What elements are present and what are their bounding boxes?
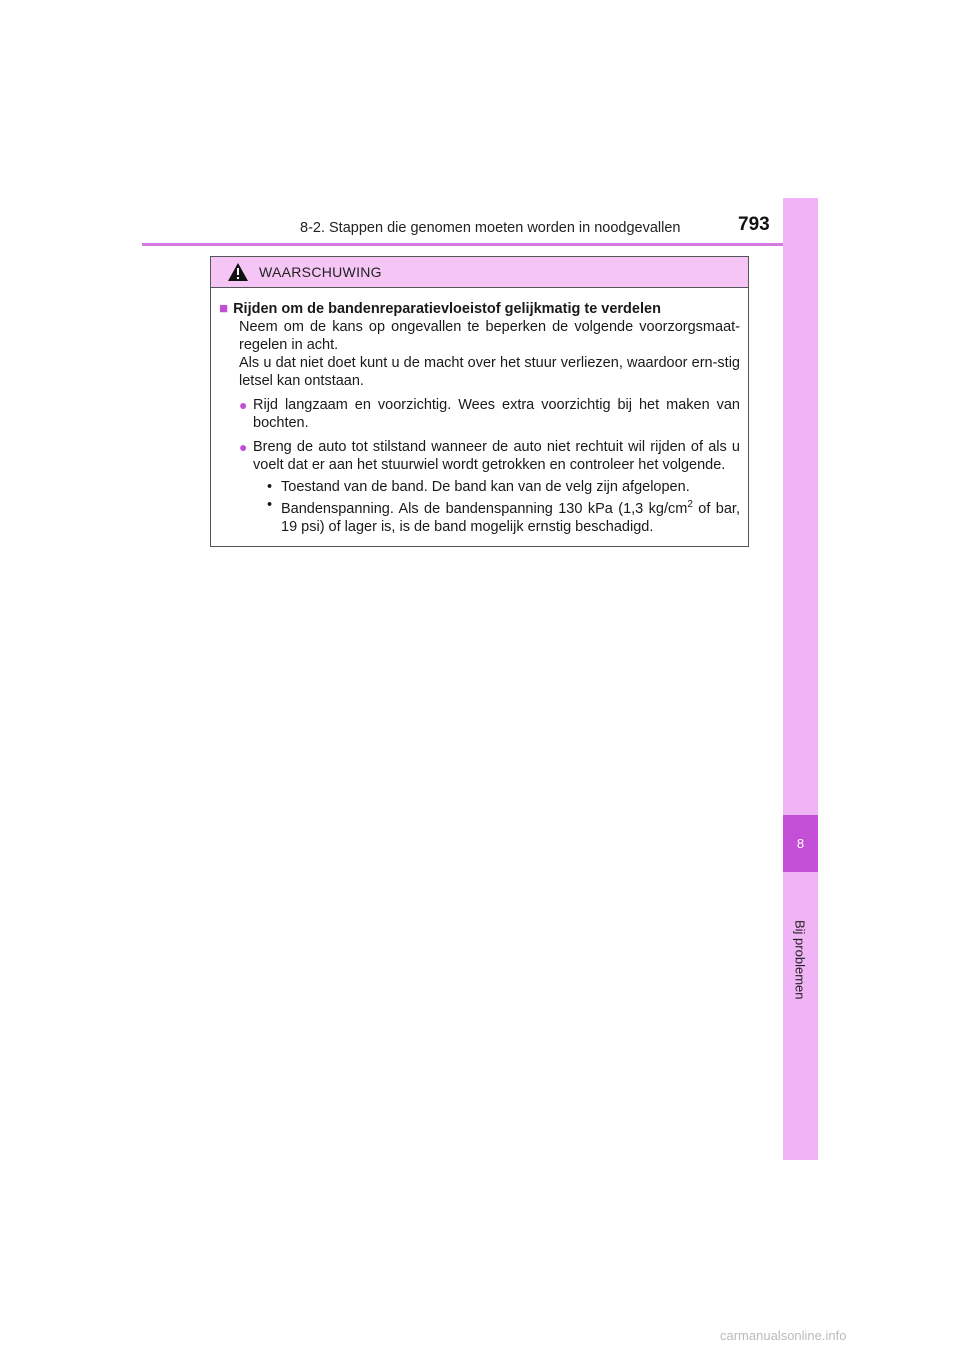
warning-triangle-icon (227, 262, 249, 282)
superscript: 2 (687, 499, 693, 510)
list-item (219, 438, 740, 474)
bullet-text: Breng de auto tot stilstand wanneer de auto niet rechtuit wil rijden of als u voelt dat er aan het stuurwiel wordt getrokken en controleer het volgende. (253, 439, 740, 473)
bullet-list (219, 396, 740, 474)
page-number: 793 (738, 214, 770, 235)
pressure-text-end: of bar, 19 psi) of lager is, is de band mogelijk ernstig beschadigd. (281, 500, 740, 535)
side-thumb-tab (783, 198, 818, 1160)
warning-box (210, 256, 749, 547)
section-heading-text: Rijden om de bandenreparatievloeistof gelijkmatig te verdelen (233, 301, 661, 317)
pressure-text: Bandenspanning. Als de bandenspanning 130 kPa (1,3 kg/cm (281, 500, 688, 517)
sub-bullet-text: Toestand van de band. De band kan van de velg zijn afgelopen. (281, 479, 690, 495)
list-item (219, 478, 740, 496)
intro-paragraph-2: Als u dat niet doet kunt u de macht over het stuur verliezen, waardoor ern-stig letsel kan ontstaan. (239, 355, 740, 389)
sub-bullet-icon: • (267, 479, 273, 495)
chapter-number-box (783, 815, 818, 872)
sub-bullet-list (219, 478, 740, 536)
section-heading (219, 300, 740, 318)
warning-body (211, 288, 748, 536)
list-item (219, 496, 740, 536)
header-rule (142, 243, 818, 246)
intro-paragraph: Neem om de kans op ongevallen te beperken de volgende voorzorgsmaat-regelen in acht. (239, 319, 740, 353)
circle-bullet-icon: ● (239, 439, 248, 455)
watermark: carmanualsonline.info (720, 1328, 847, 1343)
warning-title: WAARSCHUWING (259, 264, 382, 280)
warning-header (211, 257, 748, 288)
bullet-text: Rijd langzaam en voorzichtig. Wees extra voorzichtig bij het maken van bochten. (253, 397, 740, 431)
chapter-number: 8 (796, 836, 805, 851)
sub-bullet-icon: • (267, 497, 273, 513)
circle-bullet-icon: ● (239, 397, 248, 413)
chapter-label: Bij problemen (792, 920, 808, 1000)
sub-bullet-text (281, 496, 740, 536)
list-item (219, 396, 740, 432)
square-bullet-icon: ■ (219, 300, 229, 317)
running-header: 8-2. Stappen die genomen moeten worden in noodgevallen (300, 220, 681, 236)
